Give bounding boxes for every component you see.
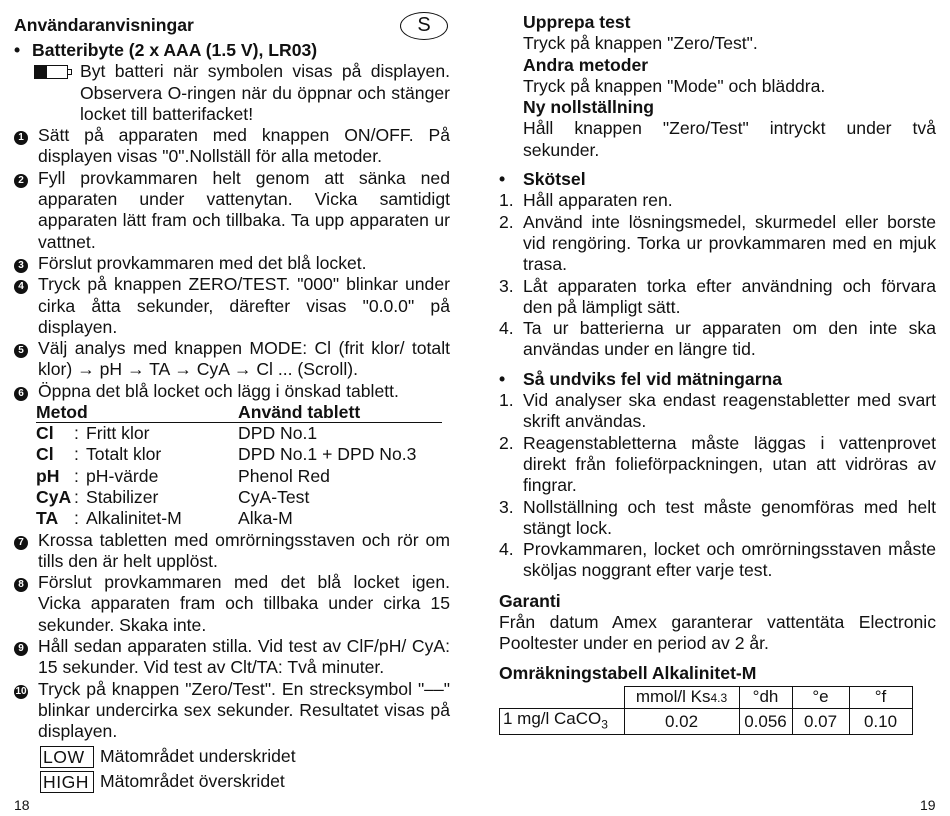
step-number-badge: 3: [14, 259, 28, 273]
step-number: [14, 125, 38, 168]
step-text: Krossa tabletten med omrörningsstaven och rör om tills den är helt upplöst.: [38, 529, 450, 571]
errors-heading: Så undviks fel vid mätningarna: [523, 368, 783, 389]
conversion-cell: 0.02: [624, 708, 739, 734]
reset-text: Håll knappen "Zero/Test" intryckt under två sekunder.: [523, 118, 936, 160]
step-item: [14, 274, 450, 338]
step-number-badge: 9: [14, 642, 28, 656]
step-text: Tryck på knappen ZERO/TEST. "000" blinkar under cirka åtta sekunder, därefter visas "0.0.0" på displayen.: [38, 274, 450, 337]
battery-text: Byt batteri när symbolen visas på displayen. Observera O-ringen när du öppnar och stänger locket till batterifacket!: [80, 61, 450, 124]
step-number: [14, 274, 38, 338]
list-number: 1.: [499, 190, 514, 211]
left-page: [14, 12, 450, 793]
list-number: 3.: [499, 275, 514, 296]
warranty-text: Från datum Amex garanterar vattentäta Electronic Pooltester under en period av 2 år.: [499, 612, 936, 654]
step-text: Fyll provkammaren helt genom att sänka ned apparaten under vattenytan. Vicka samtidigt apparaten lätt fram och tillbaka. Ta upp apparaten ur vattnet.: [38, 167, 450, 252]
list-item: [499, 190, 936, 211]
other-text: Tryck på knappen "Mode" och bläddra.: [523, 75, 826, 96]
range-text: Mätområdet underskridet: [100, 745, 296, 766]
list-number: 2.: [499, 432, 514, 453]
repeat-text: Tryck på knappen "Zero/Test".: [523, 33, 758, 54]
conversion-col-e: °e: [792, 686, 849, 708]
step-item: [14, 338, 450, 381]
method-code: CyA: [36, 486, 72, 507]
step-text: Välj analys med knappen MODE: Cl (frit klor/ totalt klor) → pH → TA → CyA → Cl ... (Scroll).: [38, 338, 450, 380]
list-text: Låt apparaten torka efter användning och förvara den på lämpligt sätt.: [523, 275, 936, 317]
step-number: [14, 679, 38, 743]
bullet-marker: •: [499, 368, 506, 389]
step-item: [14, 530, 450, 573]
list-number: 4.: [499, 318, 514, 339]
battery-note: [14, 61, 450, 125]
step-text: Förslut provkammaren med det blå locket igen. Vicka apparaten fram och tillbaka under cirka 15 sekunder. Skaka inte.: [38, 572, 450, 635]
step-number: [14, 338, 38, 381]
step-number: [14, 168, 38, 253]
list-text: Håll apparaten ren.: [523, 190, 673, 211]
method-row: [36, 487, 442, 508]
list-text: Vid analyser ska endast reagenstabletter med svart skrift användas.: [523, 390, 936, 432]
steps-list: [14, 125, 450, 402]
list-number: 1.: [499, 390, 514, 411]
step-number: [14, 381, 38, 402]
step-number-badge: 10: [15, 685, 27, 697]
step-number-badge: 7: [14, 536, 28, 550]
right-page: [499, 12, 936, 735]
method-tablet: Phenol Red: [238, 465, 330, 486]
method-tablet: DPD No.1: [238, 423, 318, 444]
method-table-header: [36, 402, 442, 423]
method-colon: :: [74, 444, 79, 465]
step-item: [14, 253, 450, 274]
step-text: Håll sedan apparaten stilla. Vid test av ClF/pH/ CyA: 15 sekunder. Vid test av Clt/TA: Två minuter.: [38, 636, 450, 678]
step-text: Tryck på knappen "Zero/Test". En strecksymbol "––" blinkar undercirka sex sekunder. Resultatet visas på displayen.: [38, 678, 450, 742]
list-text: Ta ur batterierna ur apparaten om den inte ska användas under en längre tid.: [523, 318, 936, 360]
conversion-table: [499, 686, 913, 735]
method-row: [36, 423, 442, 445]
battery-heading-row: [14, 40, 450, 61]
method-colon: :: [74, 508, 79, 529]
list-number: 3.: [499, 496, 514, 517]
step-item: [14, 679, 450, 743]
list-item: [499, 390, 936, 433]
errors-list: [499, 390, 936, 582]
list-item: [499, 497, 936, 540]
list-item: [499, 539, 936, 582]
method-table: [36, 402, 442, 529]
step-text: Sätt på apparaten med knappen ON/OFF. På displayen visas "0".Nollställ för alla metoder.: [38, 125, 450, 167]
list-item: [499, 433, 936, 497]
method-colon: :: [74, 423, 79, 444]
page-title: Användaranvisningar: [14, 15, 194, 36]
method-code: Cl: [36, 423, 54, 444]
conversion-corner: [500, 686, 625, 708]
method-tablet: CyA-Test: [238, 486, 310, 507]
method-code: TA: [36, 508, 59, 529]
list-text: Reagenstabletterna måste läggas i vattenprovet direkt från folieförpackningen, utan att vidröras av fingrar.: [523, 432, 936, 496]
errors-heading-row: [499, 369, 936, 390]
step-number-badge: 2: [14, 174, 28, 188]
list-text: Provkammaren, locket och omrörningsstaven måste sköljas noggrant efter varje test.: [523, 539, 936, 581]
conversion-col-dh: °dh: [739, 686, 792, 708]
method-tablet: Alka-M: [238, 508, 293, 529]
conversion-col-f: °f: [849, 686, 912, 708]
method-name: Stabilizer: [86, 486, 159, 507]
step-number: [14, 530, 38, 573]
steps-list-2: [14, 530, 450, 743]
list-text: Nollställning och test måste genomföras med helt stängt lock.: [523, 496, 936, 538]
step-text: Öppna det blå locket och lägg i önskad tablett.: [38, 380, 399, 401]
step-item: [14, 168, 450, 253]
conversion-row-label: 1 mg/l CaCO$_3$: [500, 708, 625, 734]
method-name: Fritt klor: [86, 423, 150, 444]
method-row: [36, 444, 442, 465]
step-number-badge: 1: [14, 131, 28, 145]
step-number-badge: 4: [14, 280, 28, 294]
page-number-right: 19: [920, 797, 936, 813]
step-item: [14, 572, 450, 636]
bullet-marker: •: [499, 169, 506, 190]
list-item: [499, 318, 936, 361]
tablet-header: Använd tablett: [238, 402, 442, 423]
step-text: Förslut provkammaren med det blå locket.: [38, 252, 367, 273]
range-text: Mätområdet överskridet: [100, 770, 285, 791]
method-row: [36, 466, 442, 487]
method-code: Cl: [36, 444, 54, 465]
method-colon: :: [74, 465, 79, 486]
list-item: [499, 212, 936, 276]
conversion-header-row: [500, 686, 913, 708]
method-name: Totalt klor: [86, 444, 162, 465]
conversion-heading: Omräkningstabell Alkalinitet-M: [499, 662, 757, 683]
conversion-cell: 0.056: [739, 708, 792, 734]
bullet-marker: •: [14, 40, 21, 60]
method-name: pH-värde: [86, 465, 159, 486]
list-number: 4.: [499, 539, 514, 560]
care-heading-row: [499, 169, 936, 190]
warranty-heading: Garanti: [499, 590, 561, 611]
method-name: Alkalinitet-M: [86, 508, 182, 529]
reset-heading: Ny nollställning: [523, 97, 654, 118]
method-code: pH: [36, 465, 60, 486]
step-item: [14, 125, 450, 168]
range-item: [14, 746, 450, 768]
list-item: [499, 276, 936, 319]
step-number-badge: 8: [14, 578, 28, 592]
list-number: 2.: [499, 211, 514, 232]
care-heading: Skötsel: [523, 169, 586, 190]
range-item: [14, 771, 450, 793]
step-number-badge: 6: [14, 387, 28, 401]
method-colon: :: [74, 486, 79, 507]
conversion-cell: 0.10: [849, 708, 912, 734]
range-code: LOW: [40, 746, 94, 768]
step-item: [14, 381, 450, 402]
range-list: [14, 746, 450, 793]
step-number: [14, 636, 38, 679]
method-row: [36, 508, 442, 529]
step-number: [14, 572, 38, 636]
list-text: Använd inte lösningsmedel, skurmedel eller borste vid rengöring. Torka ur provkammaren med en mjuk trasa.: [523, 211, 936, 275]
other-heading: Andra metoder: [523, 54, 649, 75]
conversion-row: [500, 708, 913, 734]
battery-heading: Batteribyte (2 x AAA (1.5 V), LR03): [32, 40, 318, 60]
step-number-badge: 5: [14, 344, 28, 358]
language-badge: S: [400, 12, 448, 40]
method-header: Metod: [36, 402, 238, 423]
battery-icon: [32, 62, 76, 82]
step-number: [14, 253, 38, 274]
page-number-left: 18: [14, 797, 30, 813]
title-row: [14, 12, 450, 40]
step-item: [14, 636, 450, 679]
care-list: [499, 190, 936, 360]
range-code: HIGH: [40, 771, 94, 793]
conversion-cell: 0.07: [792, 708, 849, 734]
conversion-col-mmol: mmol/l Ks4.3: [624, 686, 739, 708]
method-tablet: DPD No.1 + DPD No.3: [238, 444, 417, 465]
repeat-heading: Upprepa test: [523, 12, 631, 32]
